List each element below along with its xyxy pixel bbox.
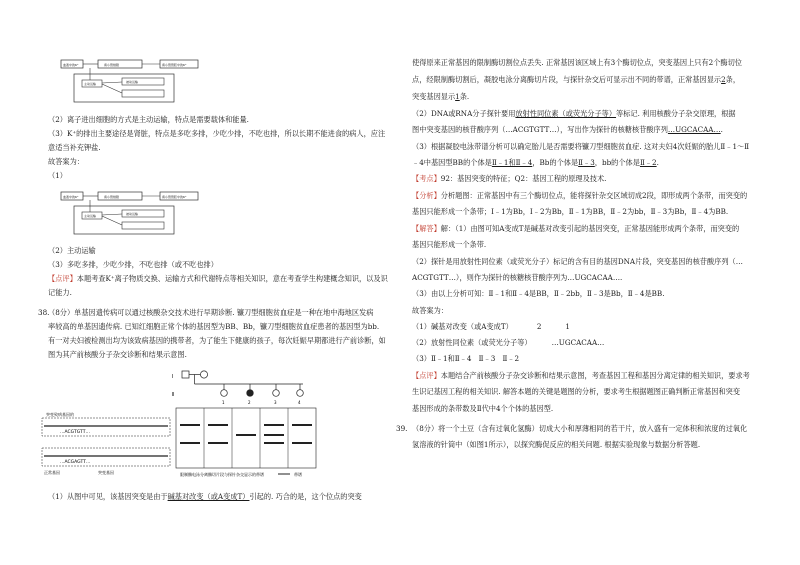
text-span: （2）放射性同位素（或荧光分子等） (412, 338, 532, 347)
diag-box1-label: 血液中的K⁺ (63, 195, 79, 199)
text-line: （8分）将一个土豆（含有过氧化氢酶）切成大小和厚薄相同的若干片，放入盛有一定体积和浓度的过氧化 (412, 424, 748, 433)
text-line: 基因只能形成一个条带；Ⅰ﹣1为Bb，Ⅰ﹣2为Bb，Ⅱ﹣1为BB，Ⅱ﹣2为bb，Ⅱ﹣3为Bb，Ⅱ﹣4为BB. (412, 207, 729, 216)
text-line: 故答案为： (412, 306, 448, 315)
text-span: 图中突变基因的核苷酸序列（…ACGTGTT…），写出作为探针的核糖核苷酸序列 (412, 125, 668, 134)
pedigree-num: 1 (222, 400, 225, 405)
fig-top-label: 突变致病基因的 (46, 412, 74, 417)
dianping-tag: 【点评】 (412, 371, 441, 380)
pedigree-gen2-label: Ⅱ (172, 392, 175, 398)
text-line: 生识记基因工程的相关知识. 解答本题的关键是题图的分析，要求考生根据题图正确判断正常基因和突变 (412, 387, 741, 396)
comment-text: 本题考查K⁺离子物质交换、运输方式和代谢特点等相关知识，意在考查学生构建概念知识，以及识 (76, 274, 388, 283)
text-line: 基因只能形成一个条带. (412, 240, 487, 249)
text-line: 氢溶液的针筒中（如图1所示），以探究酶促反应的相关问题. 根据实验现象与数据分析答题. (412, 440, 701, 449)
mutant-gene-label: 突变基因 (98, 470, 114, 475)
text-line: 故答案为： (48, 157, 84, 166)
text-span: 解：（1）由图可知A变成T是碱基对改变引起的基因突变，正常基因能形成两个条带，而突变的 (440, 224, 740, 233)
text-span: 1 (565, 322, 570, 331)
pedigree-num: 2 (248, 400, 251, 405)
answer-blank: 放射性同位素（或荧光分子等） (515, 109, 617, 118)
text-line: （1） (48, 171, 67, 180)
text-line: （3）多吃多排，少吃少排，不吃也排（或不吃也排） (48, 260, 218, 269)
text-span: 条. (459, 92, 470, 101)
text-line: （3）K⁺的排出主要途径是肾脏，特点是多吃多排，少吃少排，不吃也排，所以长期不能进食的病人，应注 (48, 129, 386, 138)
gel-caption: 限制酶电泳分离酶切片段与探针杂交显示的带谱 (180, 472, 264, 477)
normal-sequence: …ACGTGTT… (60, 430, 90, 435)
text-line: （2）探针是用放射性同位素（或荧光分子）标记的含有目的基因DNA片段，突变基因的核苷酸序列（… (412, 257, 743, 266)
answer-blank: 1 (455, 92, 460, 101)
comment-tag: 【点评】 (48, 274, 77, 283)
answer-line (412, 322, 570, 331)
text-span: . (656, 158, 659, 167)
jieda-tag: 【解答】 (412, 224, 441, 233)
fenxi-line (412, 191, 747, 200)
gel-legend: 带谱 (294, 472, 302, 477)
gel-band-pattern (176, 408, 316, 468)
comment-line (48, 274, 388, 283)
pedigree (172, 371, 303, 405)
dianping-line (412, 371, 750, 380)
text-line: （3）由以上分析可知：Ⅱ﹣1和Ⅱ﹣4是BB，Ⅱ﹣2bb，Ⅱ﹣3是Bb，Ⅱ﹣4是BB. (412, 289, 665, 298)
diag-box1-label: 血液中的K⁺ (63, 63, 79, 67)
text-span: ﹣4中基因型BB的个体是 (412, 158, 492, 167)
text-span: 突变基因显示 (412, 92, 456, 101)
text-line: 率较高的单基因遗传病. 已知红细胞正常个体的基因型为BB、Bb，镰刀型细胞贫血症患者的基因型为bb. (48, 322, 380, 331)
text-span: 条， (725, 75, 741, 84)
text-span: ，bb的个体是 (594, 158, 640, 167)
text-line (412, 92, 469, 101)
question-number: 38. (38, 308, 50, 317)
text-line: （2）离子进出细胞的方式是主动运输，特点是需要载体和能量. (48, 115, 249, 124)
text-span: 92：基因突变的特征；Q2：基因工程的原理及技术. (440, 174, 607, 183)
text-span: 分析题图：正常基因中有三个酶切位点，能将探针杂交区域切成2段，即形成两个条带，而突变的 (440, 191, 748, 200)
text-line (412, 109, 736, 118)
kaodian-tag: 【考点】 (412, 174, 441, 183)
q38-part1-answer: 碱基对改变（或A变成T） (167, 492, 250, 501)
mutant-sequence: …ACGAGTT… (60, 460, 91, 465)
text-line (412, 158, 659, 167)
text-line: 使得原来正常基因的限制酶切割位点丢失. 正常基因该区域上有3个酶切位点，突变基因上只有2个酶切位 (412, 58, 742, 67)
answer-line: （3）Ⅱ﹣1和Ⅱ﹣4 Ⅱ﹣3 Ⅱ﹣2 (412, 354, 520, 363)
diag-box3-label: 肾小管管腔中的K⁺ (162, 195, 187, 199)
text-line: 记能力. (48, 288, 72, 297)
answer-blank: Ⅱ﹣3 (578, 158, 595, 167)
text-span: 2 (536, 322, 542, 331)
text-line: 有一对夫妇被检测出均为该致病基因的携带者，为了能生下健康的孩子，每次妊娠早期都进行产前诊断，如 (48, 336, 386, 345)
transport-diagram-answer (60, 188, 200, 236)
answer-blank: 2 (721, 75, 726, 84)
text-line: （3）根据凝胶电泳带谱分析可以确定胎儿是否需要将镰刀型细胞贫血症. 这对夫妇4次妊娠的胎儿Ⅱ﹣1～Ⅱ (412, 142, 750, 151)
answer-blank: Ⅱ﹣1和Ⅱ﹣4 (491, 158, 533, 167)
answer-line (412, 338, 604, 347)
normal-gene-label: 正常基因 (44, 470, 60, 475)
text-line: （8分）单基因遗传病可以通过核酸杂交技术进行早期诊断. 镰刀型细胞贫血症是一种在地中海地区发病 (48, 308, 374, 317)
diag-box2-label: 肾小管细胞 (104, 63, 120, 67)
text-span: （1）碱基对改变（或A变成T） (412, 322, 513, 331)
hybridization-figure (38, 368, 338, 490)
q38-part1-prefix: （1）从图中可见，该基因突变是由于 (48, 492, 168, 501)
fenxi-tag: 【分析】 (412, 191, 441, 200)
text-line: 图为其产前核酸分子杂交诊断和结果示意图. (48, 350, 187, 359)
gene-schematic (42, 411, 302, 477)
pedigree-gen1-label: Ⅰ (172, 374, 174, 380)
diag-arrow2-label: 被动运输 (126, 212, 139, 216)
diag-arrow2-label: 被动运输 (126, 80, 139, 84)
diag-box3-label: 肾小管管腔中的K⁺ (162, 63, 187, 67)
diag-arrow1-label: 主动运输 (84, 82, 97, 86)
text-span: 本题结合产前核酸分子杂交诊断和结果示意图，考查基因工程和基因分离定律的相关知识，要求考 (440, 371, 750, 380)
text-line: 意适当补充钾盐. (48, 143, 101, 152)
text-span: （2）DNA或RNA分子探针要用 (412, 109, 516, 118)
text-line: ACGTGTT…），则作为探针的核糖核苷酸序列为…UGCACAA…. (412, 273, 623, 282)
answer-blank: …UGCACAA… (667, 125, 721, 134)
text-line (412, 125, 723, 134)
diag-box2-label: 肾小管细胞 (104, 195, 120, 199)
text-line: （2）主动运输 (48, 246, 96, 255)
text-line (412, 75, 740, 84)
text-span: . (720, 125, 723, 134)
answer-blank: Ⅱ﹣2 (639, 158, 657, 167)
text-span: 等标记. 利用核酸分子杂交原理，根据 (616, 109, 736, 118)
text-span: …UGCACAA… (551, 338, 605, 347)
text-line: 基因形成的条带数及Ⅱ代中4个个体的基因型. (412, 404, 554, 413)
pedigree-num: 4 (298, 400, 301, 405)
kaodian-line (412, 174, 606, 183)
question-number: 39. (396, 424, 408, 433)
pedigree-num: 3 (274, 400, 277, 405)
text-line (48, 492, 362, 501)
transport-diagram-top (60, 56, 200, 104)
text-span: ，Bb的个体是 (532, 158, 579, 167)
q38-part1-suffix: 引起的. 巧合的是，这个位点的突变 (249, 492, 362, 501)
jieda-line (412, 224, 739, 233)
diag-arrow1-label: 主动运输 (84, 214, 97, 218)
text-span: 点，经限制酶切割后，凝胶电泳分离酶切片段，与探针杂交后可显示出不同的带谱，正常基因显示 (412, 75, 722, 84)
